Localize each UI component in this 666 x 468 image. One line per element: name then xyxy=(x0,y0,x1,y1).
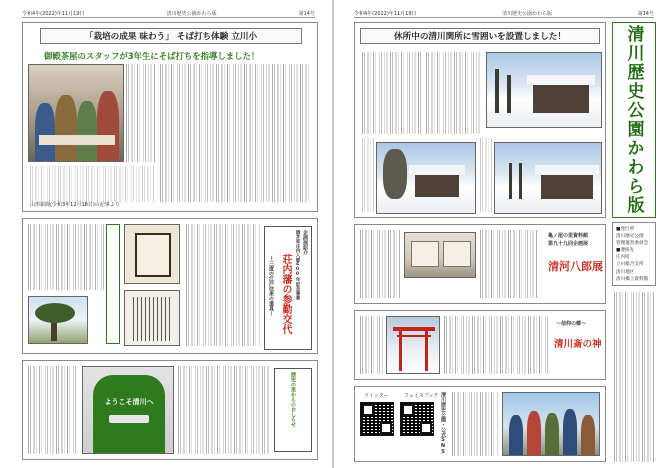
torii-gate-photo xyxy=(386,316,440,374)
publisher-info-item: 管理運営委員会 xyxy=(616,241,649,247)
sainokami-body-text xyxy=(444,316,548,374)
soba-headline-bar xyxy=(40,28,302,44)
hachiro-kicker2: 第九十九回企画展 xyxy=(548,241,589,247)
twitter-qr-code[interactable] xyxy=(360,402,394,436)
calligraphy-scroll-photo xyxy=(124,224,180,284)
museum-interior-photo xyxy=(404,232,476,278)
hachiro-text-left xyxy=(360,230,400,298)
snow-fence-photo xyxy=(494,142,602,214)
facebook-qr-code[interactable] xyxy=(400,402,434,436)
masthead xyxy=(612,22,656,218)
soba-body-text xyxy=(160,64,310,202)
checkpoint-text-a xyxy=(362,52,422,134)
exhibition-title: 荘内藩の参勤交代 xyxy=(280,254,291,334)
twitter-label: ツイッター xyxy=(364,393,389,399)
publisher-info-item: 清川郷土資料館 xyxy=(616,276,649,282)
snow-building-photo xyxy=(376,142,476,214)
soba-headline: 「栽培の成果 味わう」 そば打ち体験 立川小 xyxy=(84,32,258,42)
hachiro-kicker: 亀ノ尾の里資料館 xyxy=(548,233,589,239)
sainokami-text-left xyxy=(360,316,384,374)
notice-side-title: 歴史の里からのおしらせ xyxy=(290,372,296,427)
facebook-label: フェイスブック xyxy=(404,393,439,399)
green-jacket-photo xyxy=(82,366,174,454)
left-issue: 第14号 xyxy=(298,11,315,17)
notice-text-left xyxy=(28,366,78,454)
sainokami-title: 清川斎の神 xyxy=(554,339,602,350)
publisher-info-item: ■発行所 xyxy=(616,227,635,232)
notice-body-text xyxy=(178,366,270,454)
publisher-info-item: 庄内町 xyxy=(616,255,630,261)
checkpoint-headline: 休所中の清川関所に雪囲いを設置しました！ xyxy=(394,32,566,42)
exhibition-series: 企画展紹介 xyxy=(302,230,308,255)
right-publisher: 清川歴史公園かわら版 xyxy=(502,11,553,17)
soba-subhead: 御殿茶屋のスタッフが3年生にそば打ちを指導しました！ xyxy=(44,51,260,61)
sidebar-column-text xyxy=(614,292,654,462)
publisher-info-item: ■連絡先 xyxy=(616,248,635,254)
document-photo xyxy=(124,290,180,346)
checkpoint-headline-bar xyxy=(360,28,600,44)
right-page xyxy=(333,0,666,468)
masthead-title: 清川歴史公園かわら版 xyxy=(623,25,644,215)
soba-source-note: 山形新聞(令和3年12月18日)の記事より xyxy=(30,202,120,208)
checkpoint-caption-left xyxy=(362,138,374,212)
pine-tree-photo xyxy=(28,296,88,344)
publisher-info xyxy=(612,222,656,286)
hachiro-title: 清河八郎展 xyxy=(548,260,603,273)
sainokami-kicker: ～信仰の郷～ xyxy=(556,321,587,327)
parade-photo xyxy=(502,392,600,456)
hachiro-body-text xyxy=(480,230,538,298)
publisher-info-item: 立川総合支所 xyxy=(616,262,644,268)
left-publisher: 清川歴史公園かわら版 xyxy=(166,11,217,17)
jacket-text: ようこそ清川へ xyxy=(104,398,154,406)
soba-lower-text xyxy=(30,166,154,202)
exhibition-project: 酒井家庄内入部400年記念事業 xyxy=(295,230,300,301)
checkpoint-text-b xyxy=(426,52,482,134)
checkpoint-caption-right xyxy=(480,138,492,212)
right-date: 令和4年(2022)年11月19日 xyxy=(354,11,417,17)
left-date: 令和4年(2022)年11月19日 xyxy=(22,11,85,17)
exhibition-text-left xyxy=(28,224,104,290)
exhibition-subtitle: ～三度の江戸往来の道具～ xyxy=(268,256,274,316)
sns-label: 清川歴史公園・公式SNS xyxy=(440,392,446,455)
checkpoint-gate-photo xyxy=(486,52,602,128)
left-running-header xyxy=(22,10,315,18)
publisher-info-item: 清川歴史公園 xyxy=(616,234,644,240)
right-issue: 第14号 xyxy=(637,11,654,17)
soba-caption-text xyxy=(126,64,156,162)
exhibition-side-banner xyxy=(106,224,120,344)
right-running-header xyxy=(354,10,654,18)
publisher-info-item: 清川地区 xyxy=(616,269,635,275)
sns-body-text xyxy=(452,392,498,456)
soba-class-photo xyxy=(28,64,124,162)
exhibition-body-text xyxy=(186,224,260,346)
